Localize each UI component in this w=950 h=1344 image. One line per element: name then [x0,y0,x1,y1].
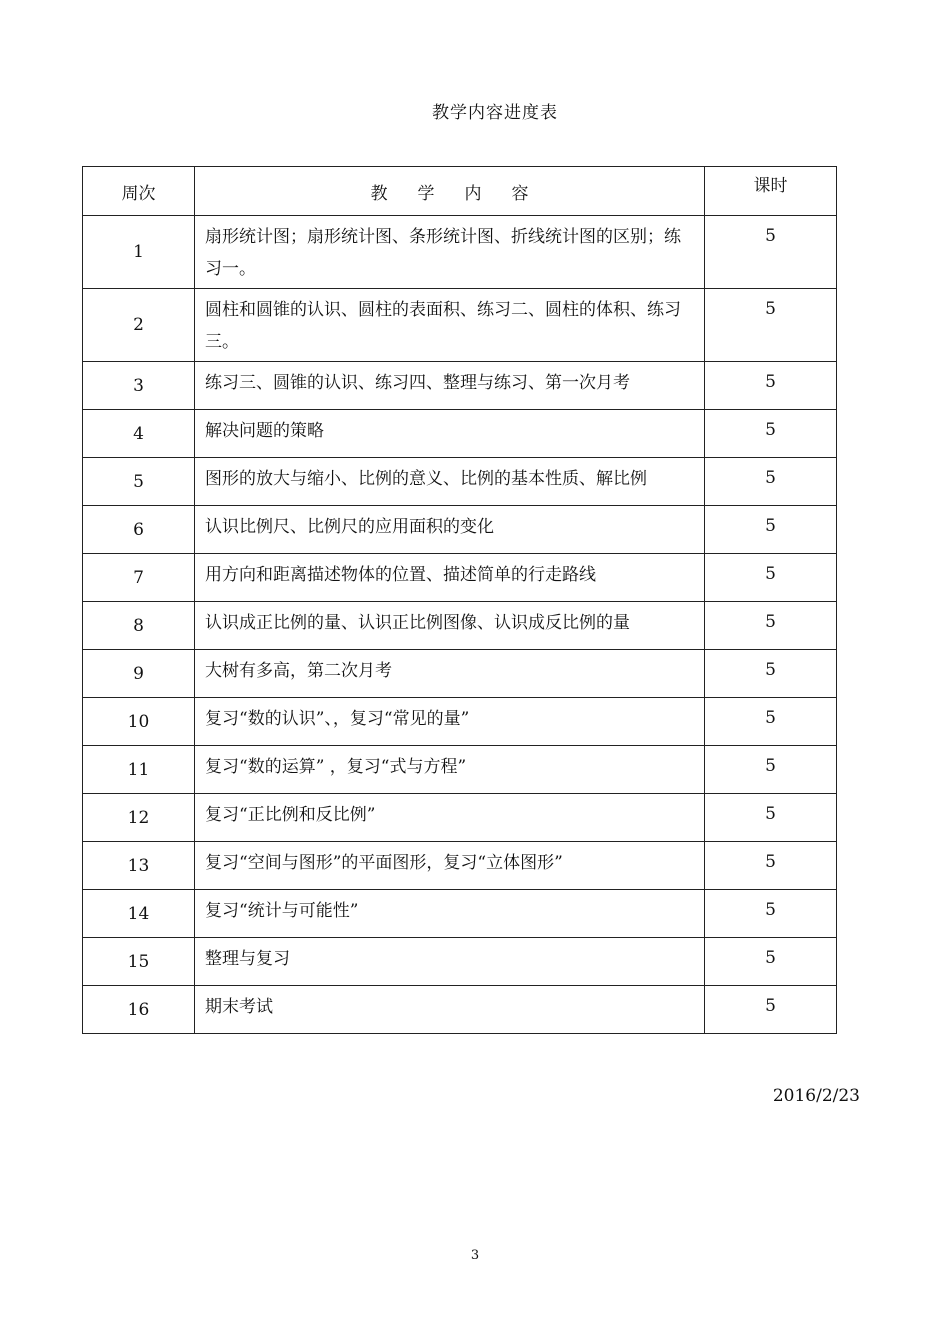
schedule-table [82,166,837,1034]
week-cell: 11 [83,746,195,794]
content-cell: 圆柱和圆锥的认识、圆柱的表面积、练习二、圆柱的体积、练习三。 [195,289,705,362]
hours-cell: 5 [705,554,837,602]
header-week: 周次 [83,167,195,216]
table-row [83,698,837,746]
content-cell: 复习“数的运算” ，复习“式与方程” [195,746,705,794]
hours-cell: 5 [705,890,837,938]
hours-cell: 5 [705,794,837,842]
week-cell: 6 [83,506,195,554]
table-row [83,458,837,506]
week-cell: 3 [83,362,195,410]
table-row [83,890,837,938]
table-row [83,650,837,698]
table-row [83,842,837,890]
content-cell: 复习“正比例和反比例” [195,794,705,842]
content-cell: 图形的放大与缩小、比例的意义、比例的基本性质、解比例 [195,458,705,506]
week-cell: 14 [83,890,195,938]
table-row [83,554,837,602]
week-cell: 7 [83,554,195,602]
week-cell: 1 [83,216,195,289]
hours-cell: 5 [705,650,837,698]
week-cell: 15 [83,938,195,986]
week-cell: 2 [83,289,195,362]
hours-cell: 5 [705,362,837,410]
hours-cell: 5 [705,938,837,986]
week-cell: 5 [83,458,195,506]
table-row [83,938,837,986]
content-cell: 大树有多高，第二次月考 [195,650,705,698]
hours-cell: 5 [705,602,837,650]
table-row [83,602,837,650]
table-row [83,216,837,289]
table-row [83,362,837,410]
hours-cell: 5 [705,216,837,289]
week-cell: 4 [83,410,195,458]
hours-cell: 5 [705,746,837,794]
table-row [83,410,837,458]
week-cell: 16 [83,986,195,1034]
header-content: 教学内容 [195,167,705,216]
content-cell: 整理与复习 [195,938,705,986]
hours-cell: 5 [705,458,837,506]
table-row [83,986,837,1034]
content-cell: 解决问题的策略 [195,410,705,458]
content-cell: 复习“空间与图形”的平面图形，复习“立体图形” [195,842,705,890]
week-cell: 13 [83,842,195,890]
content-cell: 扇形统计图；扇形统计图、条形统计图、折线统计图的区别；练习一。 [195,216,705,289]
hours-cell: 5 [705,986,837,1034]
content-cell: 练习三、圆锥的认识、练习四、整理与练习、第一次月考 [195,362,705,410]
table-row [83,289,837,362]
content-cell: 复习“数的认识”、，复习“常见的量” [195,698,705,746]
hours-cell: 5 [705,698,837,746]
document-date: 2016/2/23 [772,1086,860,1106]
content-cell: 期末考试 [195,986,705,1034]
table-row [83,506,837,554]
page-number: 3 [470,1248,480,1263]
table-row [83,746,837,794]
hours-cell: 5 [705,842,837,890]
page-title: 教学内容进度表 [432,103,558,123]
table-row [83,794,837,842]
week-cell: 12 [83,794,195,842]
week-cell: 9 [83,650,195,698]
hours-cell: 5 [705,506,837,554]
hours-cell: 5 [705,289,837,362]
content-cell: 用方向和距离描述物体的位置、描述简单的行走路线 [195,554,705,602]
content-cell: 复习“统计与可能性” [195,890,705,938]
table-header-row [83,167,837,216]
content-cell: 认识比例尺、比例尺的应用面积的变化 [195,506,705,554]
header-hours: 课时 [705,167,837,216]
week-cell: 8 [83,602,195,650]
content-cell: 认识成正比例的量、认识正比例图像、认识成反比例的量 [195,602,705,650]
week-cell: 10 [83,698,195,746]
hours-cell: 5 [705,410,837,458]
